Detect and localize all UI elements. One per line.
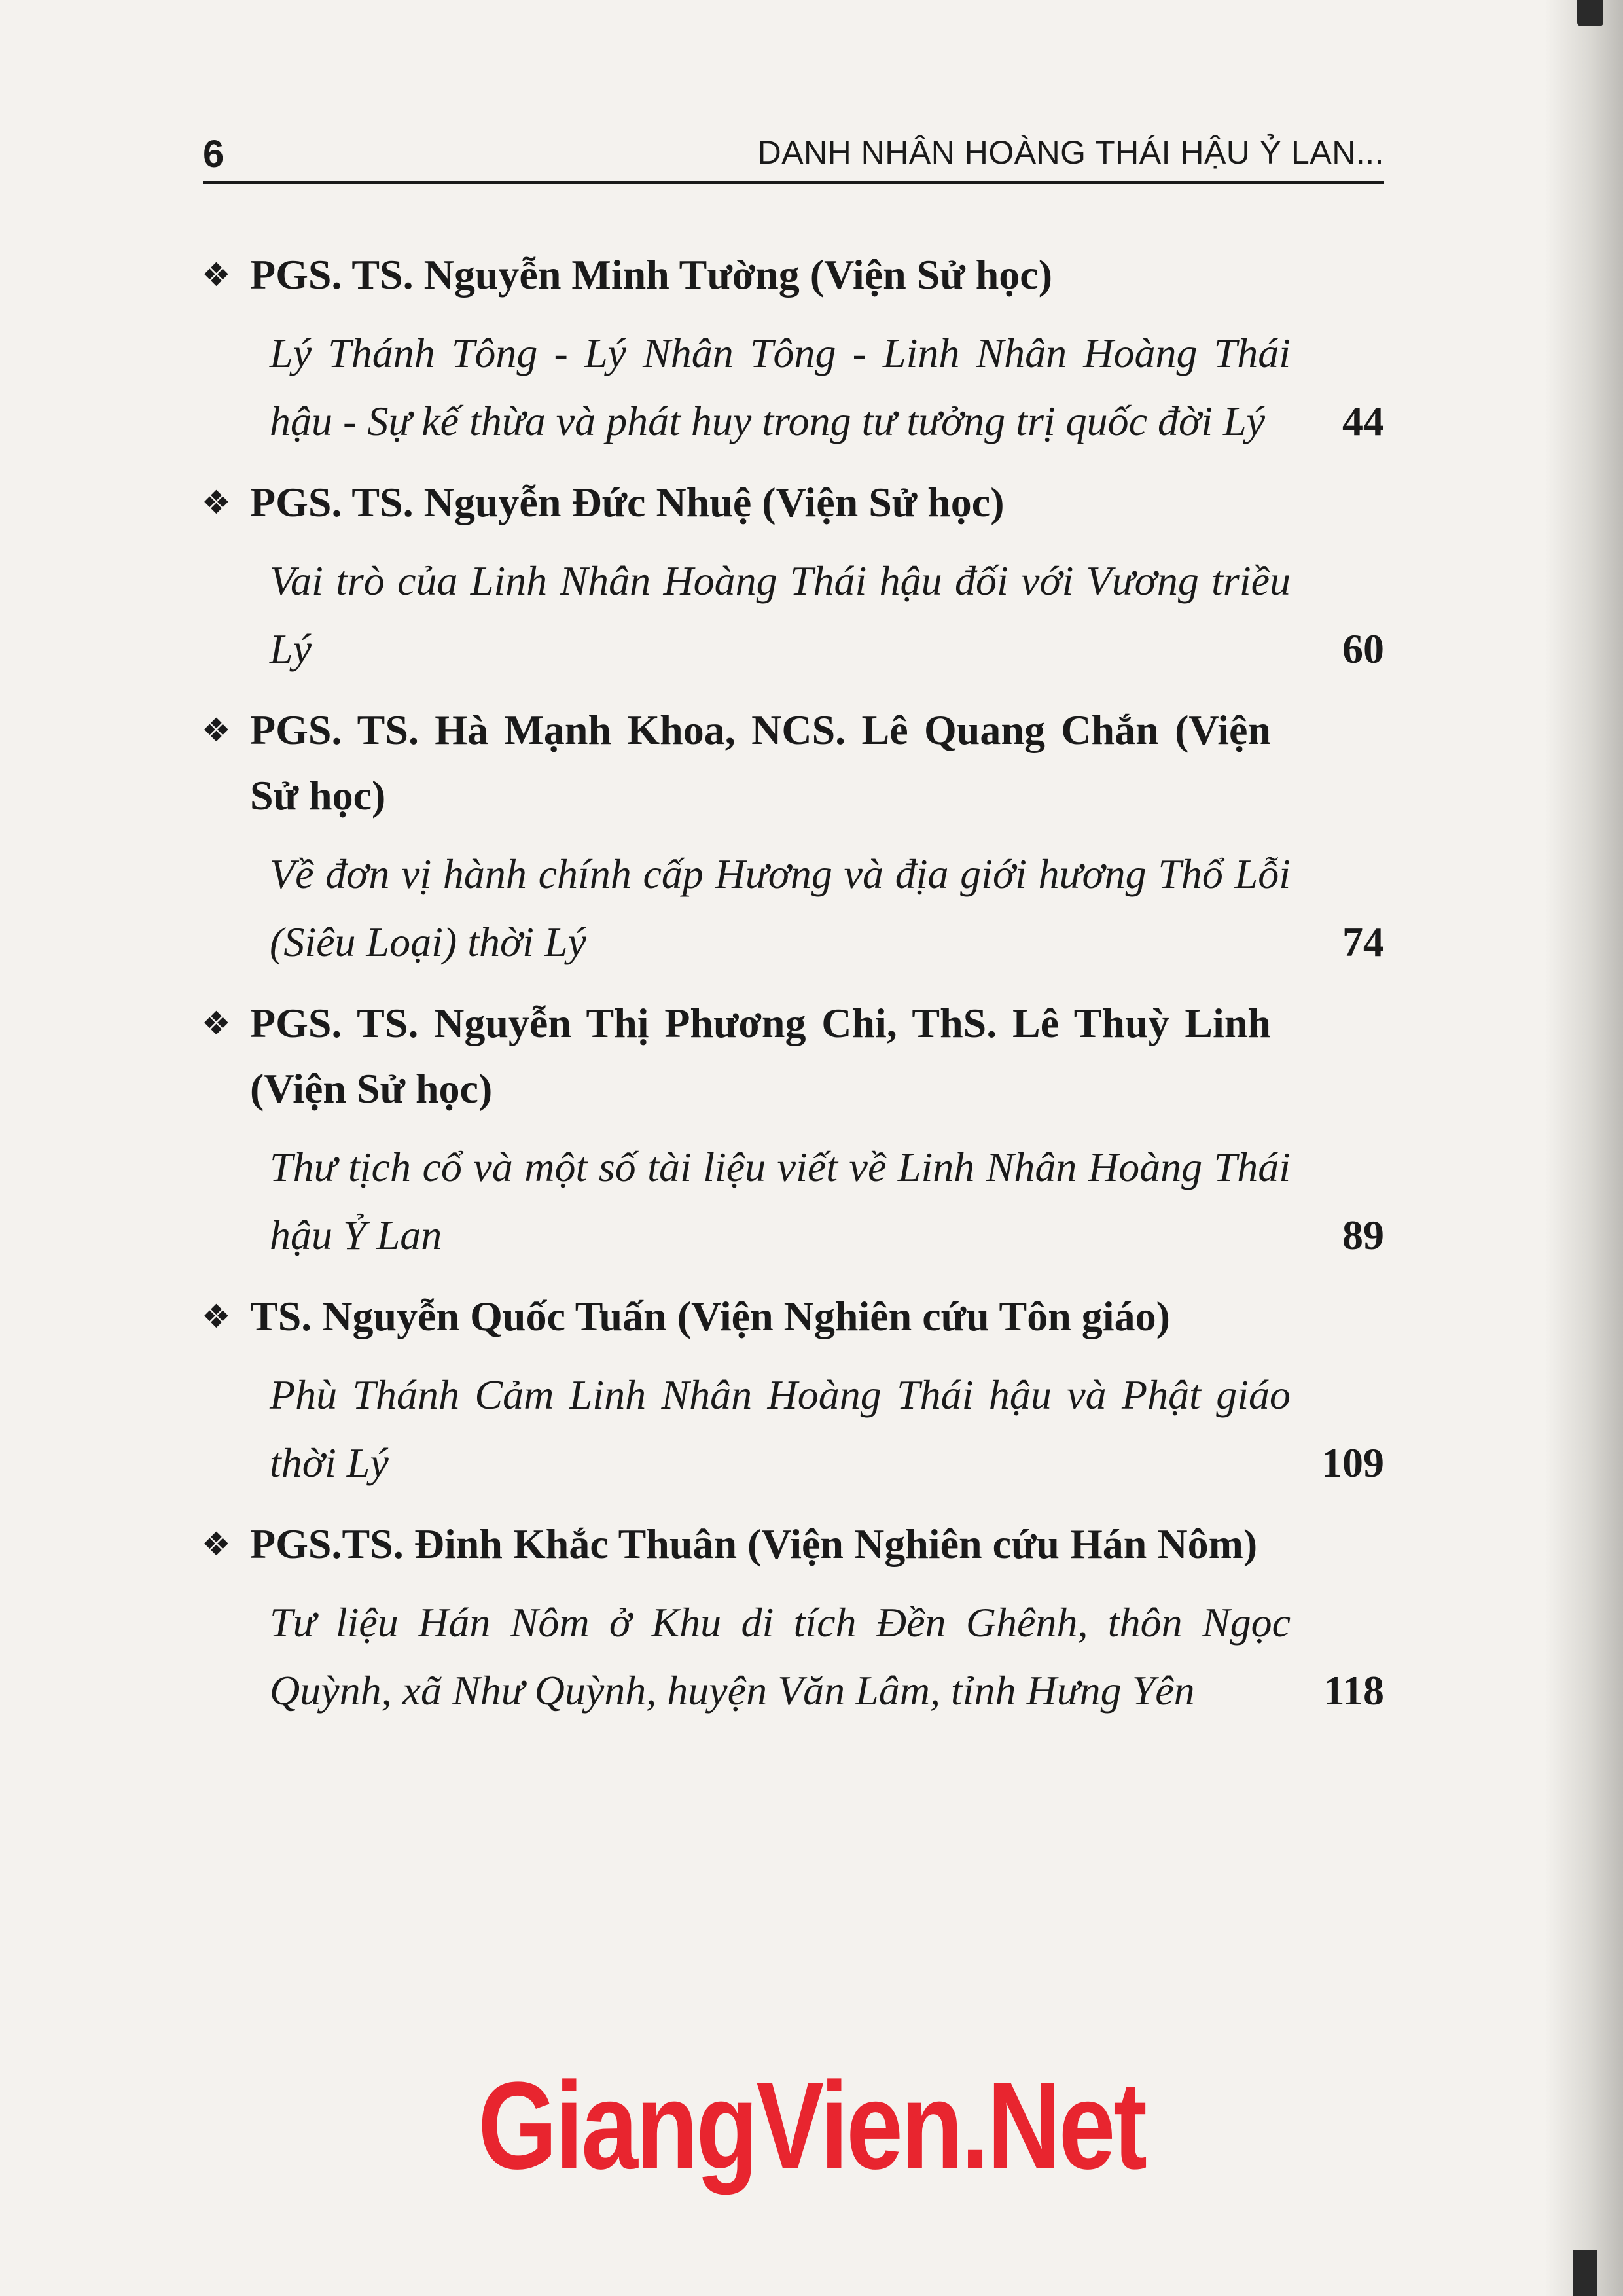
scan-corner-mark — [1573, 2250, 1597, 2296]
toc-paper — [196, 547, 1384, 683]
author-name: PGS. TS. Nguyễn Đức Nhuệ (Viện Sử học) — [250, 479, 1005, 525]
page-reference[interactable]: 60 — [1342, 626, 1384, 672]
toc-author — [196, 1511, 1271, 1577]
paper-title[interactable]: Phù Thánh Cảm Linh Nhân Hoàng Thái hậu và Phật giáo thời Lý — [270, 1371, 1291, 1486]
page-reference[interactable]: 44 — [1342, 398, 1384, 444]
diamond-bullet-icon: ❖ — [202, 256, 231, 294]
paper-title[interactable]: Tư liệu Hán Nôm ở Khu di tích Đền Ghênh, thôn Ngọc Quỳnh, xã Như Quỳnh, huyện Văn Lâm, tỉnh Hưng Yên — [270, 1599, 1291, 1714]
toc-paper — [196, 840, 1384, 976]
diamond-bullet-icon: ❖ — [202, 1004, 231, 1042]
toc-paper — [196, 1589, 1384, 1725]
table-of-contents — [196, 242, 1384, 1739]
paper-title[interactable]: Thư tịch cổ và một số tài liệu viết về Linh Nhân Hoàng Thái hậu Ỷ Lan — [270, 1144, 1291, 1258]
paper-title[interactable]: Lý Thánh Tông - Lý Nhân Tông - Linh Nhân Hoàng Thái hậu - Sự kế thừa và phát huy trong tư tưởng trị quốc đời Lý — [270, 330, 1291, 444]
toc-author — [196, 470, 1271, 535]
toc-entry — [196, 1511, 1384, 1725]
author-name: PGS. TS. Nguyễn Thị Phương Chi, ThS. Lê Thuỳ Linh (Viện Sử học) — [250, 1000, 1271, 1112]
toc-entry — [196, 1284, 1384, 1497]
page-reference[interactable]: 109 — [1321, 1439, 1384, 1486]
toc-author — [196, 698, 1271, 828]
diamond-bullet-icon: ❖ — [202, 1525, 231, 1563]
paper-title[interactable]: Về đơn vị hành chính cấp Hương và địa giới hương Thổ Lỗi (Siêu Loại) thời Lý — [270, 851, 1291, 965]
watermark: GiangVien.Net — [478, 2057, 1145, 2195]
author-name: PGS. TS. Nguyễn Minh Tường (Viện Sử học) — [250, 251, 1052, 298]
toc-author — [196, 991, 1271, 1122]
running-title: DANH NHÂN HOÀNG THÁI HẬU Ỷ LAN... — [757, 134, 1384, 171]
toc-paper — [196, 1361, 1384, 1497]
page-reference[interactable]: 74 — [1342, 919, 1384, 965]
diamond-bullet-icon: ❖ — [202, 711, 231, 749]
toc-entry — [196, 242, 1384, 455]
toc-author — [196, 242, 1271, 308]
page-edge-shading — [1544, 0, 1623, 2296]
page-reference[interactable]: 118 — [1323, 1667, 1384, 1714]
toc-paper — [196, 1133, 1384, 1269]
author-name: TS. Nguyễn Quốc Tuấn (Viện Nghiên cứu Tôn giáo) — [250, 1293, 1170, 1339]
author-name: PGS.TS. Đinh Khắc Thuân (Viện Nghiên cứu Hán Nôm) — [250, 1521, 1258, 1567]
toc-entry — [196, 991, 1384, 1269]
running-header — [203, 124, 1384, 183]
page-number: 6 — [203, 133, 224, 175]
diamond-bullet-icon: ❖ — [202, 1298, 231, 1335]
toc-author — [196, 1284, 1271, 1349]
author-name: PGS. TS. Hà Mạnh Khoa, NCS. Lê Quang Chắn (Viện Sử học) — [250, 707, 1271, 819]
toc-entry — [196, 698, 1384, 976]
paper-title[interactable]: Vai trò của Linh Nhân Hoàng Thái hậu đối với Vương triều Lý — [270, 557, 1291, 672]
page-reference[interactable]: 89 — [1342, 1212, 1384, 1258]
scan-corner-mark — [1577, 0, 1603, 26]
header-rule — [203, 181, 1384, 184]
toc-entry — [196, 470, 1384, 683]
toc-paper — [196, 319, 1384, 455]
diamond-bullet-icon: ❖ — [202, 484, 231, 521]
